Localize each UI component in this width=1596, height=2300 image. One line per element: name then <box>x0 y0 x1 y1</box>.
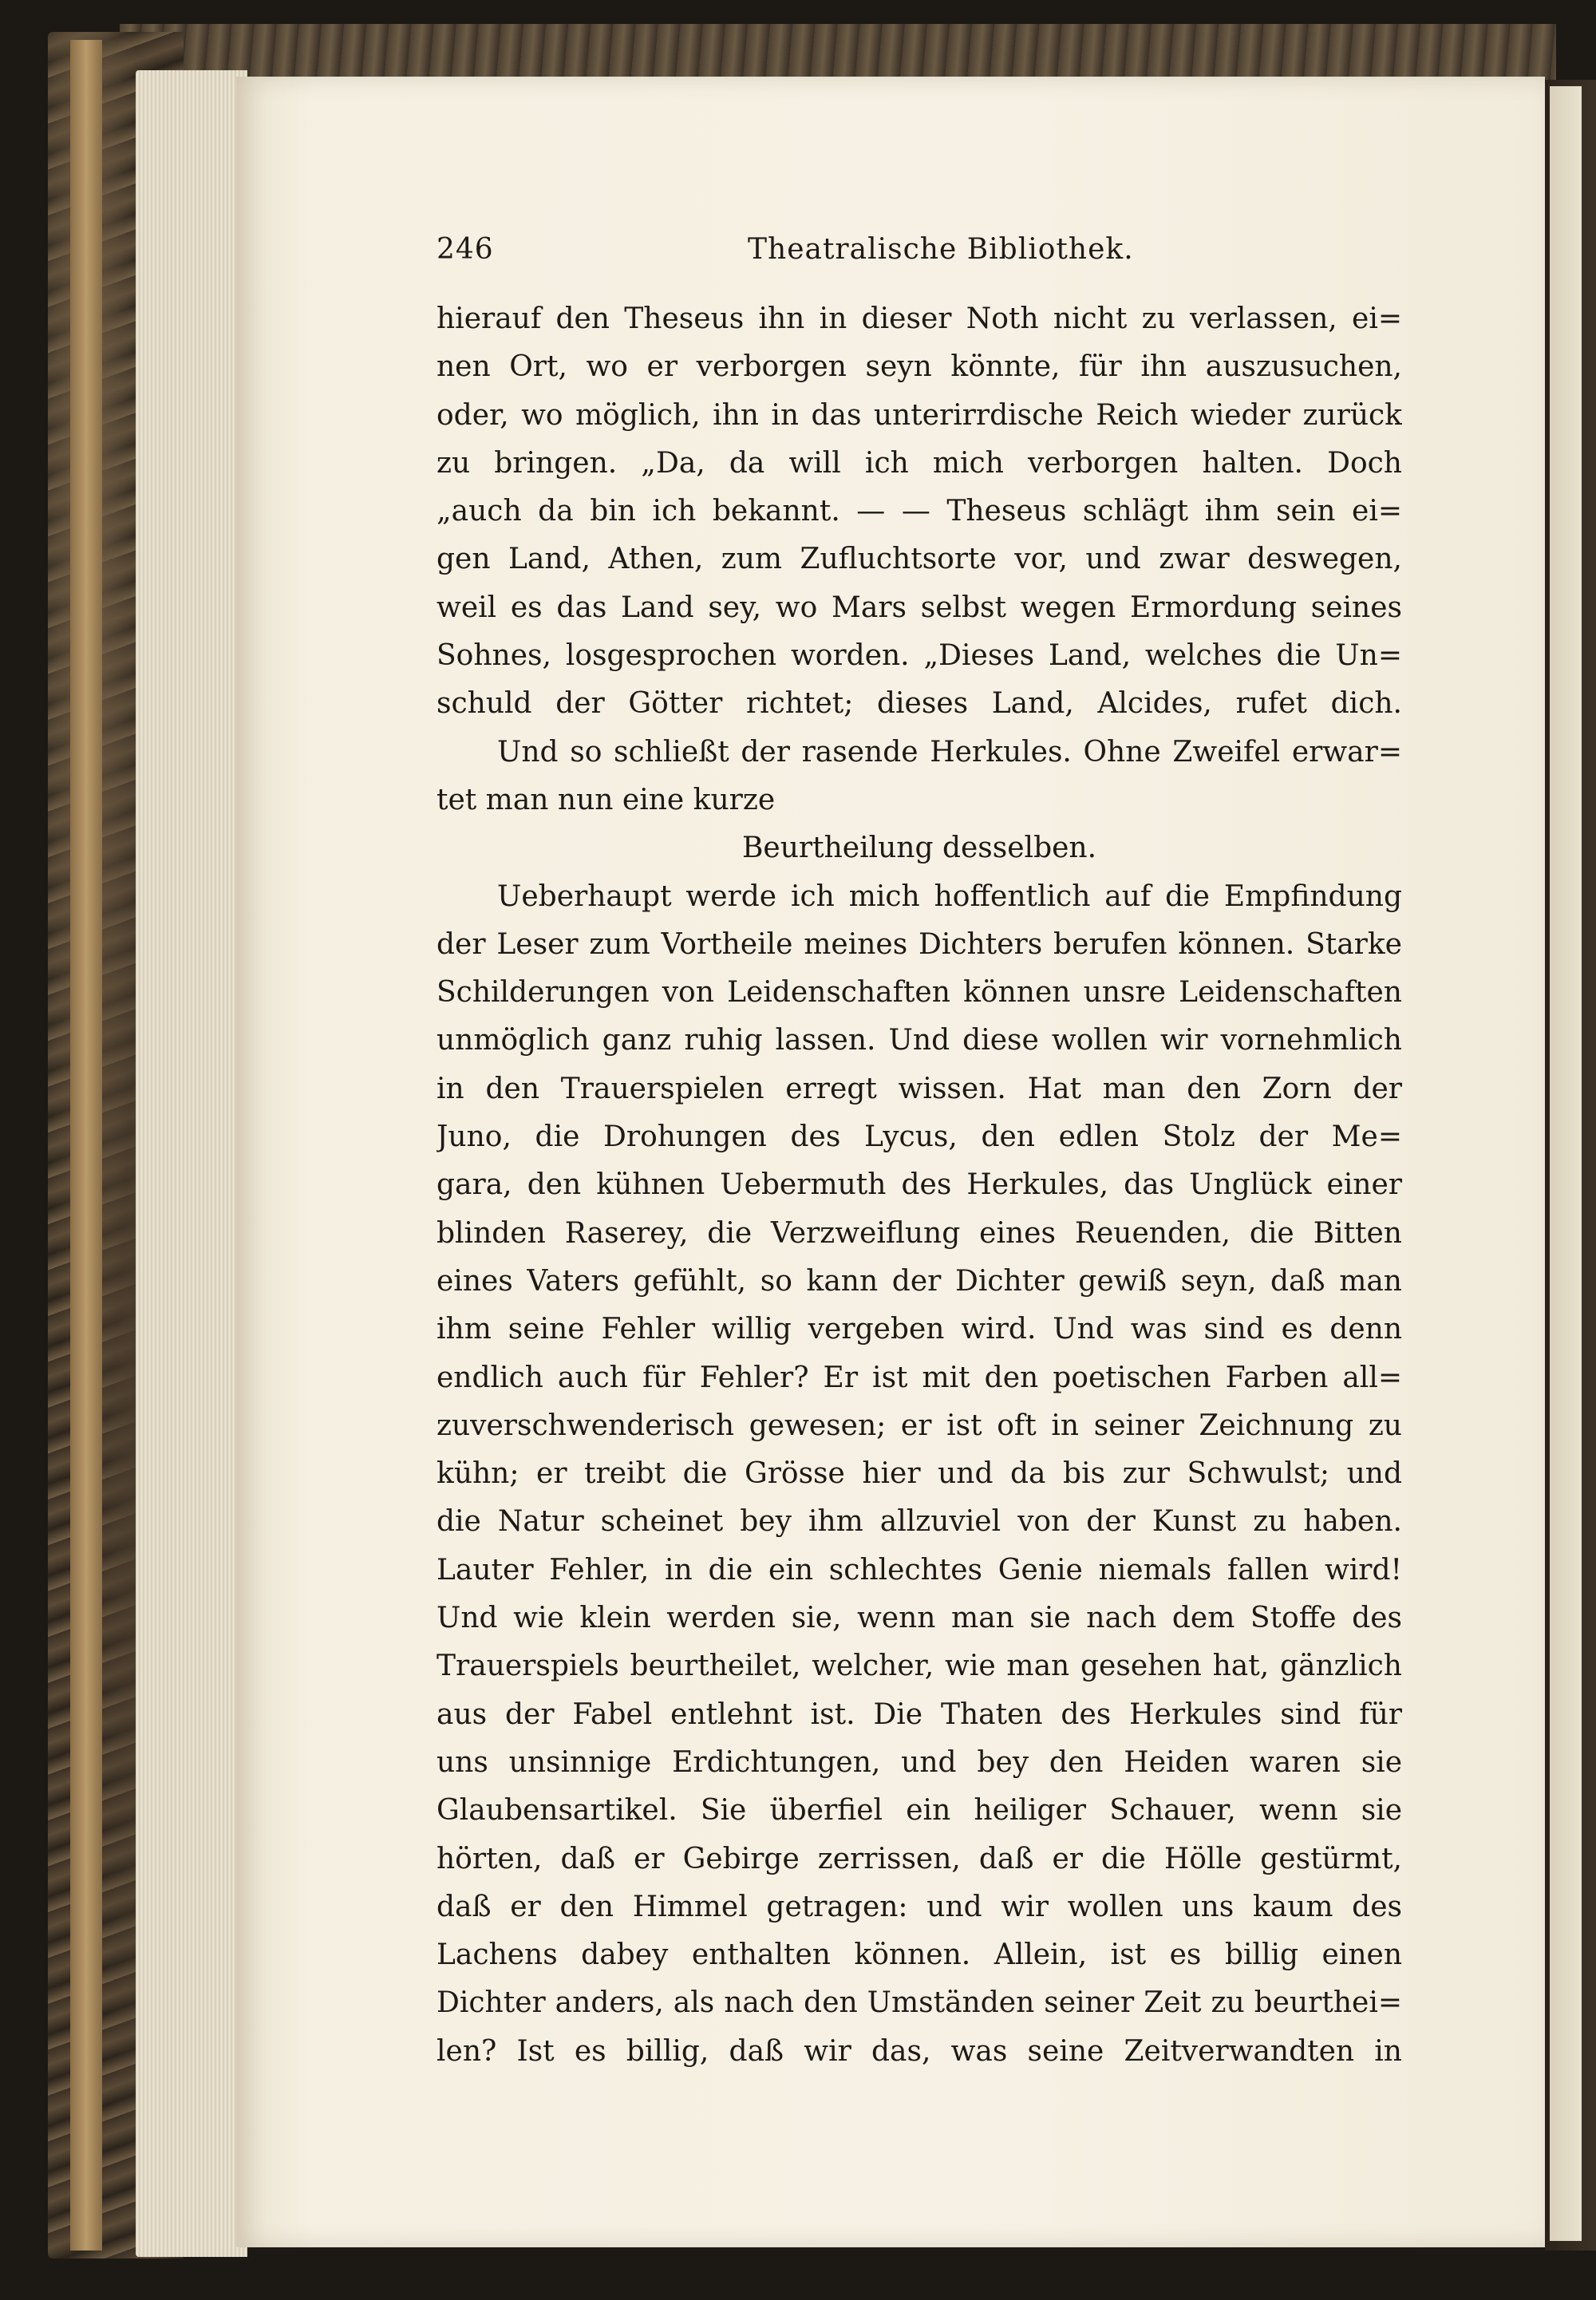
cover-spine-edge <box>70 40 102 2251</box>
text-line: gara, den kühnen Uebermuth des Herkules, das Unglück einer <box>437 1168 1402 1202</box>
text-line: hierauf den Theseus ihn in dieser Noth nicht zu verlassen, ei= <box>437 302 1402 335</box>
text-line: der Leser zum Vortheile meines Dichters berufen können. Starke <box>437 927 1402 961</box>
text-line: zu bringen. „Da, da will ich mich verborgen halten. Doch <box>437 446 1402 480</box>
page-stack-edge <box>136 70 247 2257</box>
text-line: gen Land, Athen, zum Zufluchtsorte vor, und zwar deswegen, <box>437 543 1402 576</box>
text-line: schuld der Götter richtet; dieses Land, Alcides, rufet dich. <box>437 687 1402 721</box>
text-line: Und wie klein werden sie, wenn man sie nach dem Stoffe des <box>437 1602 1402 1635</box>
text-line: oder, wo möglich, ihn in das unterirrdische Reich wieder zurück <box>437 398 1402 432</box>
text-line: Dichter anders, als nach den Umständen seiner Zeit zu beurthei= <box>437 1986 1402 2020</box>
text-line: Und so schließt der rasende Herkules. Ohne Zweifel erwar= <box>497 735 1402 769</box>
text-line: len? Ist es billig, daß wir das, was seine Zeitverwandten in <box>437 2034 1402 2068</box>
text-line: nen Ort, wo er verborgen seyn könnte, für ihn auszusuchen, <box>437 350 1402 384</box>
text-line: eines Vaters gefühlt, so kann der Dichter gewiß seyn, daß man <box>437 1264 1402 1298</box>
text-line: Ueberhaupt werde ich mich hoffentlich auf die Empfindung <box>497 879 1402 913</box>
text-line: Lauter Fehler, in die ein schlechtes Genie niemals fallen wird! <box>437 1553 1402 1587</box>
text-line: Sohnes, losgesprochen worden. „Dieses Land, welches die Un= <box>437 639 1402 673</box>
text-line: hörten, daß er Gebirge zerrissen, daß er die Hölle gestürmt, <box>437 1842 1402 1875</box>
text-line: ihm seine Fehler willig vergeben wird. Und was sind es denn <box>437 1313 1402 1346</box>
text-line: Schilderungen von Leidenschaften können unsre Leidenschaften <box>437 976 1402 1010</box>
text-line: uns unsinnige Erdichtungen, und bey den Heiden waren sie <box>437 1745 1402 1779</box>
text-line: daß er den Himmel getragen: und wir wollen uns kaum des <box>437 1890 1402 1923</box>
page-number: 246 <box>437 233 494 266</box>
text-line: Trauerspiels beurtheilet, welcher, wie man gesehen hat, gänzlich <box>437 1650 1402 1683</box>
text-line: die Natur scheinet bey ihm allzuviel von der Kunst zu haben. <box>437 1505 1402 1539</box>
text-line: Lachens dabey enthalten können. Allein, ist es billig einen <box>437 1938 1402 1972</box>
text-line: Juno, die Drohungen des Lycus, den edlen Stolz der Me= <box>437 1120 1402 1154</box>
text-line: tet man nun eine kurze <box>437 783 776 816</box>
text-line: „auch da bin ich bekannt. — — Theseus schlägt ihm sein ei= <box>437 495 1402 528</box>
text-line: unmöglich ganz ruhig lassen. Und diese wollen wir vornehmlich <box>437 1024 1402 1057</box>
section-heading: Beurtheilung desselben. <box>741 832 1097 865</box>
text-line: Glaubensartikel. Sie überfiel ein heiliger Schauer, wenn sie <box>437 1794 1402 1828</box>
text-line: zuverschwenderisch gewesen; er ist oft in seiner Zeichnung zu <box>437 1409 1402 1442</box>
running-head: Theatralische Bibliothek. <box>748 233 1134 266</box>
text-line: endlich auch für Fehler? Er ist mit den poetischen Farben all= <box>437 1361 1402 1394</box>
right-page-edge <box>1550 86 1582 2241</box>
text-line: kühn; er treibt die Grösse hier und da bis zur Schwulst; und <box>437 1457 1402 1491</box>
book-binding-top <box>120 24 1556 80</box>
page-header <box>437 233 1402 281</box>
text-line: aus der Fabel entlehnt ist. Die Thaten des Herkules sind für <box>437 1697 1402 1731</box>
text-line: weil es das Land sey, wo Mars selbst wegen Ermordung seines <box>437 591 1402 624</box>
text-line: in den Trauerspielen erregt wissen. Hat man den Zorn der <box>437 1072 1402 1105</box>
body-text <box>437 295 1402 2076</box>
text-line: blinden Raserey, die Verzweiflung eines Reuenden, die Bitten <box>437 1216 1402 1250</box>
